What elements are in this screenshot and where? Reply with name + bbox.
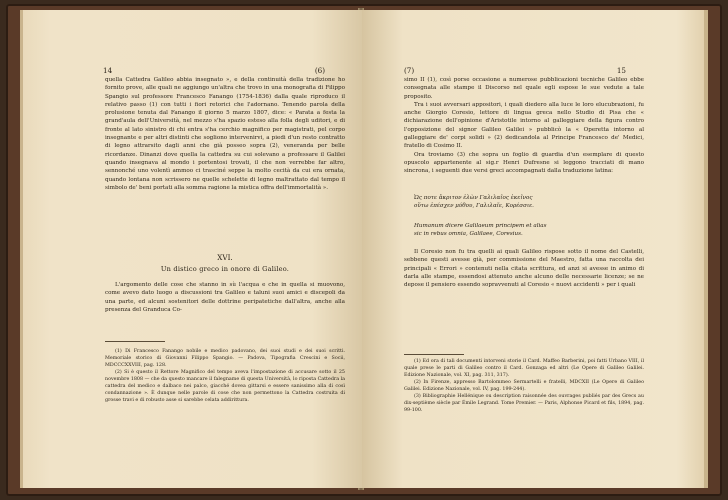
paragraph: simo II (1), così porse occasione a numerose pubblicazioni tecniche Galileo ebbe consegnata alle stampe il Discorso nel quale egli espose le sue vedute a tale proposito. [404,77,644,100]
running-title: (7) [404,66,415,75]
paragraph: Ora troviamo (3) che sopra un foglio di guardia d'un esemplare di questo opuscolo appartenente al sig.r Henri Dufresne si leggono tracciati di mano sincrona, i seguenti due versi greci accompagnati dalla traduzione latina: [404,151,644,175]
body-text [404,248,644,289]
paragraph: Tra i suoi avversari appositori, i quali diedero alla luce le loro elucubrazioni, fu anche Giorgio Coresio, lettore di lingua greca nello Studio di Pisa che « dichiarazione dell'opinione d'Aristotile intorno al galleggiare della figura contro l'opposizione del signor Galileo Galilei » pubblicò la « Operetta intorno al galleggiare de' corpi solidi » (2) dedicandola al Principe Francesco de' Medici, fratello di Cosimo II. [404,101,644,150]
paragraph: L'argomento delle cose che stanno in sù l'acqua e che in quella si muovono, come avevo dato luogo a discussioni tra Galileo e taluni suoi amici e discepoli da una parte, ed alcuni sostenitori delle dottrine peripatetiche dall'altra, anche alla presenza del Granduca Co- [105,282,345,313]
verse-line: Ὡς ποτε ἄκριτον ἐλὼν Γαλιλαῖος ἐκεῖνος [414,195,533,201]
section-title: Un distico greco in onore di Galileo. [160,265,290,273]
footnotes [105,348,345,404]
footnote: (1) Ed ora di tali documenti intorveni storie il Card. Maffeo Barberini, poi fatti Urbano VIII, il quale prese le parti di Galileo contro il Card. Gonzaga ed altri (Le Opere di Galileo Galilei. Edizione Nazionale, vol. XI, pag. 311, 317). [404,359,644,378]
footnotes [404,358,644,414]
right-page [362,10,708,488]
verse-line: οὕτω ἐπέσχεν μύθου, Γαλιλαῖε, Κορέσσιε. [414,203,534,210]
footnote-rule [105,341,165,342]
verse-line: sic in rebus omnia, Galilaee, Coresius. [414,231,523,238]
body-text [105,76,345,192]
verse-line: Humanum dicere Galilaeum principem et alias [414,223,547,229]
greek-distich [414,194,644,211]
section-number: XVI. [217,253,233,262]
footnote: (2) Si è questo il Rettore Magnifico del tempo aveva l'impostazione di accusare sotto il 25 novembre 1808 — che da questo mancare il falegname di questa Università, lo riposta Cattedra la cattedra del medico e dalbaco nei palco, giacché dovea gittarsi e essere sanissimo alla di così condannazione ». È dunque nelle parole di cose che non permettono la Cattedra costruita di grosse travi e di robusto asse si sarebbe celata addirittura. [105,370,345,403]
page-number: 14 [103,66,113,75]
body-text [105,281,345,314]
running-title: (6) [314,66,325,75]
paragraph: quella Cattedra Galileo abbia insegnato », e della continuità della tradizione ho fornito prove, alle quali ne aggiungo un'altra che trovo in una monografia di Filippo Spangio sul professore Francesco Fanango (1754-1836) dalla quale riproduco il relativo passo (1) con tutti i fiori retorici che l'adornano. Tenendo parola della prolusione tenuta dal Fanango il giorno 5 marzo 1807, dice: « Parata a festa la grand'aula dell'Università, nel mezzo s'ha spazio esteso alla folla degli uditori, e di fronte al lato sinistro di chi entra s'ha cerchio magnifico per magistrati, pel corpo insegnante e per altri distinti che sogliono intervenirvi, a piedi d'un resto contratto di legno attrarsito dagli anni che già posseo sopra (2), veneranda per belle ricordanze. Dinanzi dove quella la cattedra su cui solevano a professare il Galilei quando insegnava al mondo i portentosi trovati, il che non verrebbe far altro, sennonché uno volentì ammoo ci trasciné seppe la molto cecità da cui era ornata, quando lontana non scrissero ne quelle schelette di legno maltrattato dal tempo il simbolo de' beni portati alla somma ragione la mistica offra dell'immortalità ». [105,77,345,191]
footnote: (1) Di Francesco Fanango nobile e medico padovano, dei suoi studi e dei suoi scritti. Memoriale storico di Giovanni Filippo Spangio. — Padova, Tipografia Crescini e Socii, MDCCCXXVIII, pag. 128. [105,349,345,368]
body-text [404,76,644,176]
footnote: (2) In Firenze, appresso Bartolommeo Sermartelli e fratelli, MDCXII (Le Opere di Galileo Galilei. Edizione Nazionale, vol. IV, pag. 199-244). [404,380,644,392]
latin-translation [414,222,644,239]
page-number: 15 [616,66,626,75]
footnote: (3) Bibliographie Hellénique ou description raisonnée des ouvrages publiés par des Grecs au dix-septième siècle par Émile Legrand. Tome Premier. — Paris, Alphonse Picard et fils, 1894, pag. 99-100. [404,394,644,413]
paragraph: Il Coresio non fu tra quelli ai quali Galileo rispose sotto il nome del Castelli, sebbene questi avesse già, per commissione del Maestro, fatta una raccolta dei principali « Errori » contenuti nella citata scrittura, ed anzi si avesse in animo di darla alle stampe, essendosi attenuto anche alcuno delle necessarie licenze; se ne depose il pensiero essendo sopravvenuti al Coresio « nuovi accidenti » per i quali [404,249,644,289]
footnote-rule [404,354,464,355]
left-page [20,10,363,488]
